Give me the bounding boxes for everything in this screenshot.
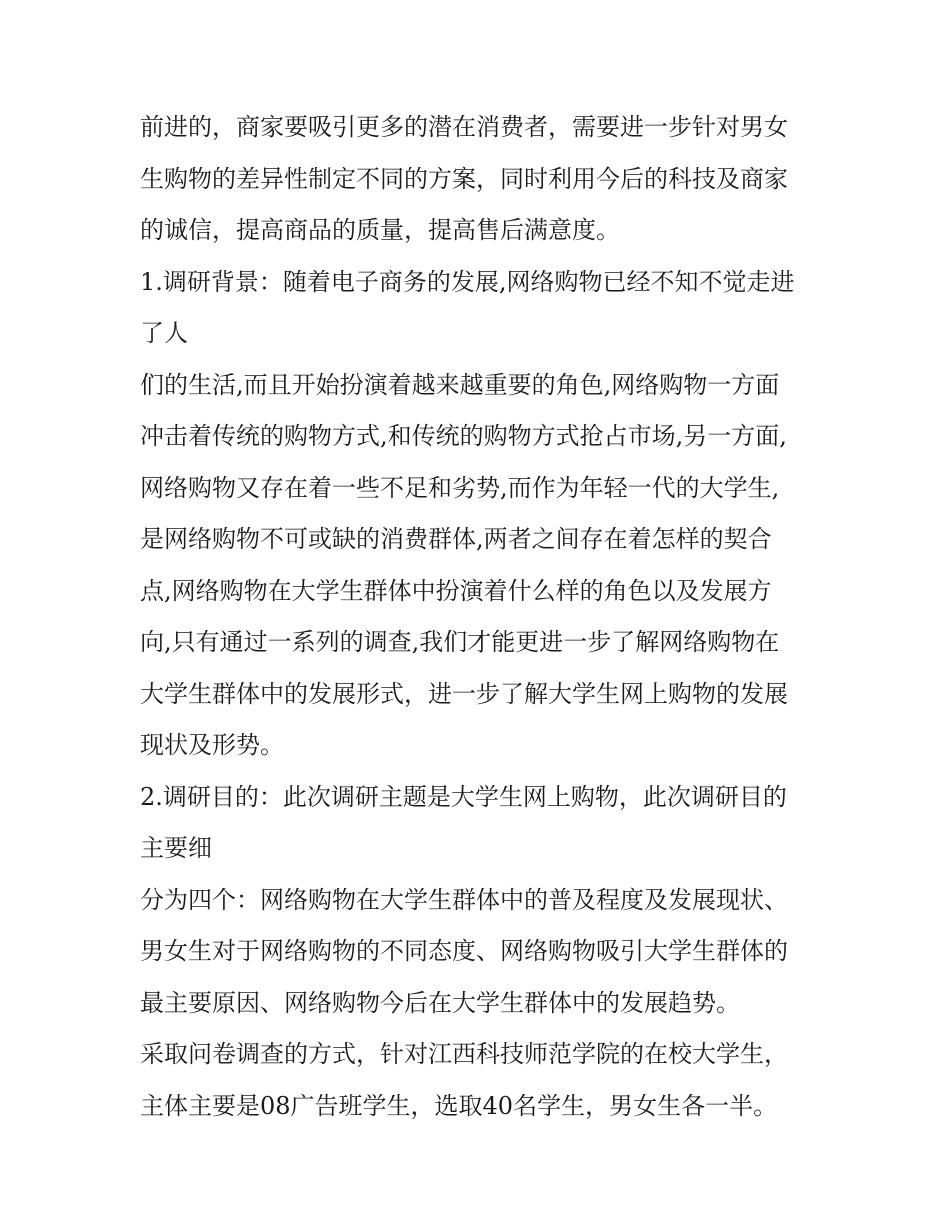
text-line-7: 冲击着传统的购物方式,和传统的购物方式抢占市场,另一方面,: [140, 422, 787, 450]
text-line-18: 最主要原因、网络购物今后在大学生群体中的发展趋势。: [140, 988, 740, 1017]
text-line-20: 主体主要是08广告班学生，选取40名学生，男女生各一半。: [140, 1091, 778, 1120]
text-line-1: 前进的，商家要吸引更多的潜在消费者，需要进一步针对男女: [140, 113, 788, 141]
text-line-8: 网络购物又存在着一些不足和劣势,而作为年轻一代的大学生,: [140, 473, 780, 502]
text-line-11: 向,只有通过一系列的调查,我们才能更进一步了解网络购物在: [140, 628, 780, 656]
text-line-17: 男女生对于网络购物的不同态度、网络购物吸引大学生群体的: [140, 937, 788, 965]
text-line-12: 大学生群体中的发展形式，进一步了解大学生网上购物的发展: [140, 679, 788, 708]
section-2-heading-line: 2.调研目的：此次调研主题是大学生网上购物，此次调研目的: [140, 782, 787, 811]
text-line-19: 采取问卷调查的方式，针对江西科技师范学院的在校大学生，: [140, 1040, 788, 1068]
section-1-heading-line: 1.调研背景：随着电子商务的发展,网络购物已经不知不觉走进: [140, 267, 795, 296]
text-line-15: 主要细: [140, 834, 212, 862]
text-line-13: 现状及形势。: [140, 731, 284, 759]
text-line-5: 了人: [140, 319, 188, 347]
text-line-6: 们的生活,而且开始扮演着越来越重要的角色,网络购物一方面: [140, 370, 780, 399]
text-line-9: 是网络购物不可或缺的消费群体,两者之间存在着怎样的契合: [140, 525, 772, 553]
text-line-16: 分为四个：网络购物在大学生群体中的普及程度及发展现状、: [140, 885, 788, 914]
document-body: [140, 102, 840, 1132]
text-line-3: 的诚信，提高商品的质量，提高售后满意度。: [140, 216, 620, 244]
text-line-2: 生购物的差异性制定不同的方案，同时利用今后的科技及商家: [140, 164, 788, 193]
text-line-10: 点,网络购物在大学生群体中扮演着什么样的角色以及发展方: [140, 576, 772, 605]
